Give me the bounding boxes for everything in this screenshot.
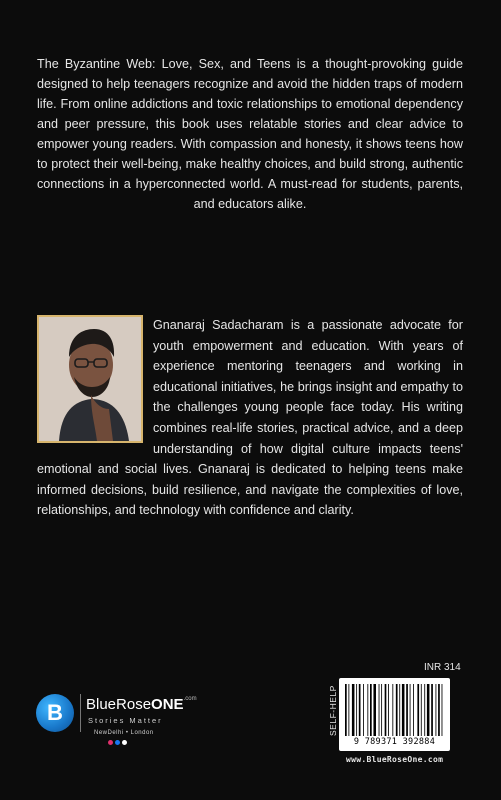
publisher-name-main: BlueRose (86, 696, 152, 713)
facebook-icon (115, 740, 120, 745)
publisher-tagline: Stories Matter (88, 716, 163, 725)
isbn-number: 9 789371 392884 (353, 737, 436, 747)
publisher-website: www.BlueRoseOne.com (346, 755, 444, 764)
barcode-bar (442, 684, 443, 736)
author-portrait-illustration (39, 317, 141, 441)
barcode-bar (424, 684, 425, 736)
barcode-bar (352, 684, 355, 736)
book-blurb: The Byzantine Web: Love, Sex, and Teens is a thought-provoking guide designed to help teenagers recognize and avoid the hidden traps of modern life. From online addictions and toxic relationships to emotional dependency and peer pressure, this book uses relatable stories and clear advice to empower young readers. With compassion and honesty, it shows teens how to protect their well-being, make healthy choices, and build strong, authentic connections in a hyperconnected world. A must-read for students, parents, and educators alike. (37, 56, 463, 211)
barcode-bar (373, 684, 376, 736)
barcode-bar (359, 684, 361, 736)
barcode-bar (421, 684, 422, 736)
barcode-bar (406, 684, 408, 736)
barcode-bar (413, 684, 414, 736)
barcode-bar (385, 684, 387, 736)
publisher-name (86, 696, 197, 713)
barcode-bar (379, 684, 380, 736)
barcode-bars (345, 684, 444, 736)
barcode-bar (402, 684, 405, 736)
author-bio: Gnanaraj Sadacharam is a passionate advocate for youth empowerment and education. With years of experience mentoring teenagers and working in educational initiatives, he brings insight and empathy to the challenges young people face today. His writing combines real-life stories, practical advice, and a deep understanding of how digital culture impacts teens' emotional and social lives. Gnanaraj is dedicated to helping teens make informed decisions, build resilience, and navigate the complexities of love, relationships, and technology with confidence and clarity. (37, 318, 463, 518)
publisher-cities: NewDelhi • London (94, 730, 154, 736)
barcode-bar (427, 684, 430, 736)
barcode-bar (392, 684, 393, 736)
barcode-bar (381, 684, 382, 736)
author-section (37, 315, 463, 521)
barcode-bar (417, 684, 419, 736)
barcode-bar (396, 684, 398, 736)
publisher-divider (80, 694, 81, 732)
barcode-bar (356, 684, 357, 736)
x-icon (122, 740, 127, 745)
social-icons (108, 740, 127, 745)
barcode-bar (399, 684, 400, 736)
barcode-bar (345, 684, 347, 736)
publisher-name-suffix: .com (183, 696, 197, 702)
barcode-bar (388, 684, 389, 736)
barcode-bar (348, 684, 349, 736)
barcode-bar (410, 684, 411, 736)
barcode-bar (367, 684, 368, 736)
barcode-bar (363, 684, 364, 736)
price-label: INR 314 (424, 662, 461, 673)
publisher-name-one: ONE (151, 696, 184, 713)
barcode-bar (370, 684, 372, 736)
bluerose-logo-icon: B (36, 694, 74, 732)
barcode-bar (436, 684, 437, 736)
instagram-icon (108, 740, 113, 745)
author-photo (37, 315, 143, 443)
barcode-bar (431, 684, 433, 736)
genre-label: SELF-HELP (328, 685, 338, 736)
barcode-bar (438, 684, 440, 736)
publisher-logo-block (36, 690, 196, 750)
isbn-barcode (339, 678, 450, 751)
